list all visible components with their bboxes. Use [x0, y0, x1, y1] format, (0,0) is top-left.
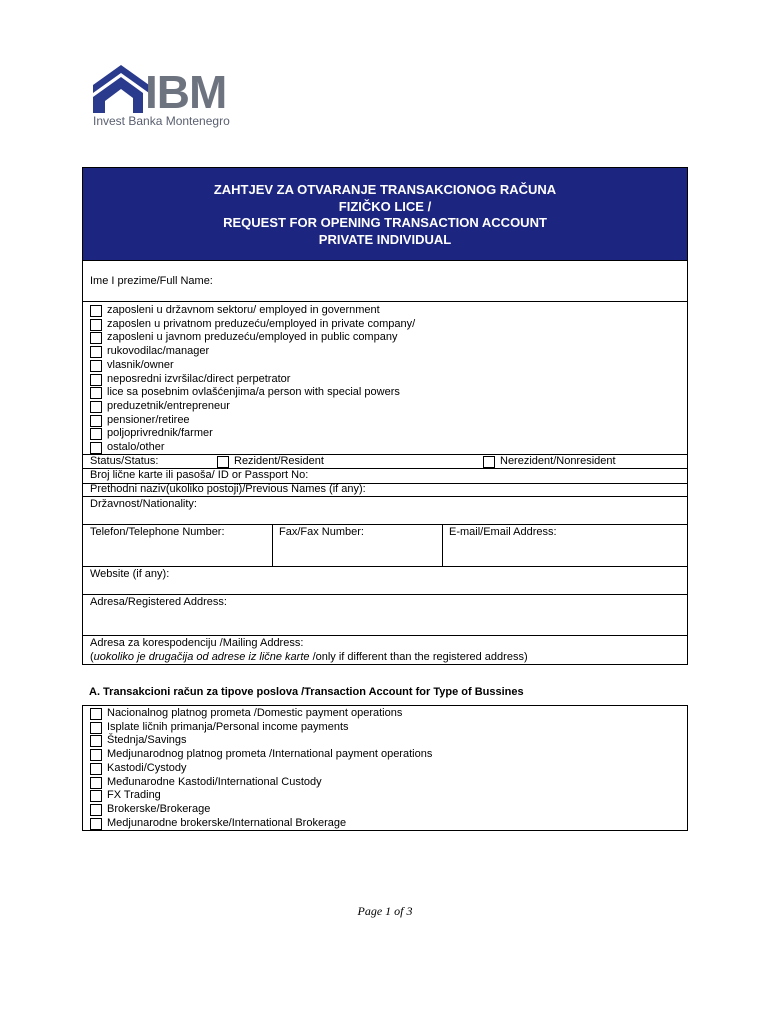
employment-checkbox[interactable]	[90, 428, 102, 440]
full-name-row[interactable]	[82, 261, 688, 302]
employment-label: lice sa posebnim ovlašćenjima/a person with special powers	[107, 386, 400, 399]
account-type-checkbox[interactable]	[90, 708, 102, 720]
employment-checkbox[interactable]	[90, 387, 102, 399]
header-line-3: REQUEST FOR OPENING TRANSACTION ACCOUNT	[223, 215, 547, 230]
divider	[272, 525, 273, 567]
previous-names-label: Prethodni naziv(ukoliko postoji)/Previous Names (if any):	[90, 483, 366, 495]
header-line-4: PRIVATE INDIVIDUAL	[318, 231, 452, 247]
nationality-label: Državnost/Nationality:	[90, 498, 197, 510]
mailing-note-rest: /only if different than the registered address)	[309, 651, 528, 663]
account-type-label: Isplate ličnih primanja/Personal income payments	[107, 720, 349, 733]
address-row[interactable]	[82, 595, 688, 636]
employment-checkbox[interactable]	[90, 360, 102, 372]
employment-checkbox[interactable]	[90, 401, 102, 413]
nationality-row[interactable]	[82, 497, 688, 525]
id-label: Broj lične karte ili pasoša/ ID or Passport No:	[90, 469, 309, 481]
employment-checkbox[interactable]	[90, 332, 102, 344]
email-label: E-mail/Email Address:	[449, 526, 557, 538]
resident-checkbox[interactable]	[217, 456, 229, 468]
website-row[interactable]	[82, 567, 688, 595]
account-type-label: Kastodi/Cystody	[107, 761, 187, 774]
account-type-label: Medjunarodnog platnog prometa /International payment operations	[107, 748, 433, 761]
account-type-checkbox[interactable]	[90, 749, 102, 761]
employment-label: zaposleni u javnom preduzeću/employed in public company	[107, 331, 398, 344]
divider	[442, 525, 443, 567]
account-type-label: Medjunarodne brokerske/International Brokerage	[107, 816, 347, 829]
employment-checkbox[interactable]	[90, 346, 102, 358]
employment-checkbox[interactable]	[90, 319, 102, 331]
employment-label: neposredni izvršilac/direct perpetrator	[107, 372, 291, 385]
account-type-checkbox[interactable]	[90, 818, 102, 830]
employment-checkbox[interactable]	[90, 374, 102, 386]
account-type-checkbox[interactable]	[90, 790, 102, 802]
account-type-label: Nacionalnog platnog prometa /Domestic payment operations	[107, 707, 403, 719]
website-label: Website (if any):	[90, 568, 170, 580]
employment-label: poljoprivrednik/farmer	[107, 427, 213, 440]
nonresident-checkbox[interactable]	[483, 456, 495, 468]
telephone-label: Telefon/Telephone Number:	[90, 526, 225, 538]
address-label: Adresa/Registered Address:	[90, 596, 227, 608]
mailing-paren: (	[90, 651, 94, 663]
employment-label: zaposleni u državnom sektoru/ employed in government	[107, 304, 380, 316]
page-number: Page 1 of 3	[357, 904, 413, 918]
nonresident-label: Nerezident/Nonresident	[500, 455, 616, 467]
header-line-1: ZAHTJEV ZA OTVARANJE TRANSAKCIONOG RAČUNA	[213, 182, 557, 197]
employment-checkbox[interactable]	[90, 415, 102, 427]
contact-row	[82, 525, 688, 567]
account-type-label: Međunarodne Kastodi/International Custody	[107, 775, 322, 788]
account-type-label: Brokerske/Brokerage	[107, 802, 211, 815]
account-type-checkbox[interactable]	[90, 722, 102, 734]
account-type-label: FX Trading	[107, 789, 161, 802]
house-roof-icon	[93, 63, 149, 113]
employment-label: zaposlen u privatnom preduzeću/employed in private company/	[107, 317, 416, 330]
logo-brand: IBM	[145, 66, 227, 118]
previous-names-row[interactable]	[82, 484, 688, 497]
employment-checkbox[interactable]	[90, 442, 102, 454]
full-name-label: Ime I prezime/Full Name:	[90, 275, 213, 287]
employment-label: preduzetnik/entrepreneur	[107, 399, 230, 412]
employment-label: vlasnik/owner	[107, 358, 174, 371]
employment-label: ostalo/other	[107, 441, 165, 453]
mailing-note-italic: uokoliko je drugačija od adrese iz lične karte	[93, 651, 310, 663]
account-type-checkbox[interactable]	[90, 735, 102, 747]
employment-checkbox[interactable]	[90, 305, 102, 317]
account-type-checkbox[interactable]	[90, 777, 102, 789]
id-row[interactable]	[82, 469, 688, 484]
mailing-label: Adresa za korespodenciju /Mailing Address:	[90, 637, 304, 649]
bank-logo	[93, 63, 253, 133]
fax-label: Fax/Fax Number:	[279, 526, 364, 538]
account-type-checkbox[interactable]	[90, 804, 102, 816]
mailing-note	[90, 651, 528, 664]
section-a-title: A. Transakcioni račun za tipove poslova /Transaction Account for Type of Bussines	[89, 686, 524, 698]
form-header	[82, 167, 688, 261]
account-type-checkbox[interactable]	[90, 763, 102, 775]
employment-label: rukovodilac/manager	[107, 345, 210, 358]
header-line-2: FIZIČKO LICE /	[338, 198, 432, 214]
resident-label: Rezident/Resident	[234, 455, 324, 467]
logo-subtitle: Invest Banka Montenegro	[93, 114, 230, 128]
mailing-address-row[interactable]	[82, 636, 688, 665]
employment-label: pensioner/retiree	[107, 413, 190, 426]
account-type-label: Štednja/Savings	[107, 734, 187, 747]
status-label: Status/Status:	[90, 455, 159, 467]
